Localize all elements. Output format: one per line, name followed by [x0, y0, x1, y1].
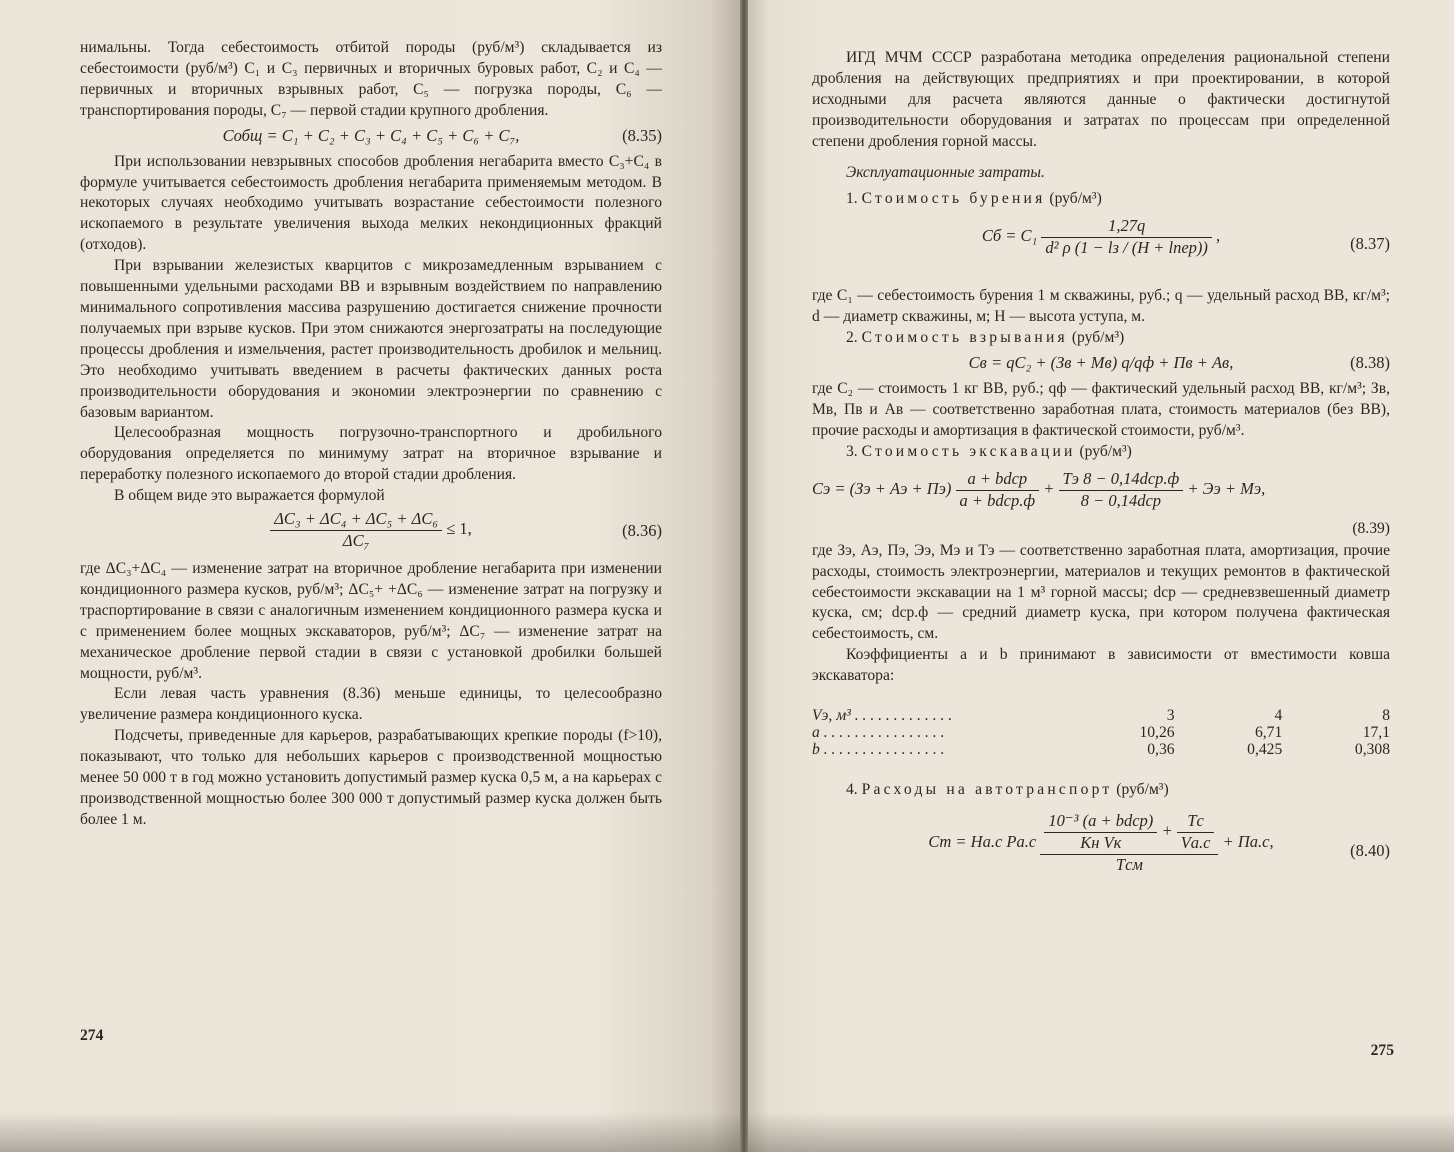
- formula-lhs: Cб = C₁: [981, 226, 1038, 246]
- formula-tail: + Пa.c,: [1222, 832, 1274, 852]
- fraction-denominator: Kн Vк: [1080, 832, 1122, 852]
- paragraph: Коэффициенты a и b принимают в зависимости от вместимости ковша экскаватора:: [812, 646, 1390, 685]
- formula-number-row: [812, 519, 1390, 541]
- coefficient-value: 8: [1382, 707, 1390, 725]
- coefficient-value: 0,36: [1147, 741, 1175, 759]
- paragraph: где ΔC₃+ΔC₄ — изменение затрат на вторичное дробление негабарита при изменении кондиционного размера кусков, руб/м³; ΔC₅+ +ΔC₆ — изменение затрат на погрузку и траспортирование в связи с аналогичным изменением кондиционного размера куска и с применением более мощных экскаваторов, руб/м³; ΔC₇ — изменение затрат на механическое дробление первой стадии в связи с установкой дробилки большей мощности, руб/м³.: [80, 560, 662, 682]
- fraction-denominator: d² ρ (1 − lз / (H + lпер)): [1045, 238, 1208, 258]
- item-unit: (руб/м³): [1116, 781, 1169, 799]
- paragraph: Подсчеты, приведенные для карьеров, разрабатывающих крепкие породы (f>10), показывают, что только для небольших карьеров с производственной мощностью менее 50 000 т в год можно установить допустимый размер куска 0,5 м, а на карьерах с производственной мощностью более 300 000 т допустимый размер куска должен быть более 1 м.: [80, 727, 662, 828]
- formula-tail: ,: [1216, 226, 1221, 246]
- fraction: [1059, 469, 1184, 512]
- formula-8-37: [812, 216, 1390, 278]
- section-heading: Эксплуатационные затраты.: [846, 163, 1045, 181]
- fraction-numerator: 10⁻³ (a + bdср): [1044, 811, 1157, 833]
- item-title: Стоимость экскавации: [861, 442, 1076, 460]
- left-page-body: [80, 38, 662, 831]
- formula-number: (8.36): [622, 521, 662, 541]
- coefficient-row: [812, 707, 1390, 724]
- coefficient-label: Vэ, м³ . . . . . . . . . . . . .: [812, 707, 953, 725]
- fraction: [1044, 811, 1157, 854]
- formula-number: (8.35): [622, 125, 662, 145]
- fraction-numerator: 1,27q: [1041, 216, 1212, 238]
- formula-lhs: Cэ = (Зэ + Aэ + Пэ): [812, 478, 952, 498]
- fraction-numerator: ΔC₃ + ΔC₄ + ΔC₅ + ΔC₆: [270, 509, 442, 531]
- right-page: [748, 0, 1454, 1152]
- fraction-denominator: Tсм: [1115, 854, 1143, 874]
- plus-sign: +: [1043, 478, 1055, 498]
- item-unit: (руб/м³): [1049, 190, 1102, 208]
- item-title: Стоимость взрывания: [861, 329, 1068, 347]
- formula-expression: Cв = qC₂ + (Зв + Mв) q/qф + Пв + Aв,: [968, 353, 1234, 373]
- paragraph: В общем виде это выражается формулой: [114, 487, 385, 505]
- right-page-body: [812, 48, 1390, 893]
- coefficient-value: 3: [1166, 707, 1175, 725]
- formula-8-35: [80, 126, 662, 150]
- formula-tail: ≤ 1,: [446, 519, 472, 539]
- paragraph: нимальны. Тогда себестоимость отбитой породы (руб/м³) складывается из себестоимости (руб/м³) C₁ и C₃ первичных и вторичных буровых работ, C₂ и C₄ — первичных и вторичных взрывных работ, C₅ — погрузка породы, C₆ — транспортирования породы, C₇ — первой стадии крупного дробления.: [80, 39, 662, 119]
- book-gutter: [740, 0, 748, 1152]
- fraction-numerator: Tэ 8 − 0,14dср.ф: [1059, 469, 1184, 491]
- fraction: [270, 509, 442, 552]
- coefficient-row: [812, 741, 1390, 758]
- coefficient-row: [812, 724, 1390, 741]
- paragraph: Если левая часть уравнения (8.36) меньше единицы, то целесообразно увеличение размера кондиционного куска.: [80, 685, 662, 724]
- paragraph: где Зэ, Aэ, Пэ, Ээ, Mэ и Tэ — соответственно заработная плата, амортизация, прочие расходы, стоимость электроэнергии, материалов и текущих ремонтов в фактической себестоимости экскавации на 1 м³ горной массы; dср — средневзвешенный диаметр куска, см; dср.ф — средний диаметр куска, при котором получена фактическая себестоимость, см.: [812, 541, 1390, 643]
- coefficient-value: 4: [1274, 707, 1283, 725]
- formula-tail: + Ээ + Mэ,: [1187, 478, 1266, 498]
- page-shadow: [0, 1112, 740, 1152]
- paragraph: При использовании невзрывных способов дробления негабарита вместо C₃+C₄ в формуле учитывается себестоимость дробления негабарита применяемым методом. В некоторых случаях необходимо учитывать возрастание себестоимости полезного ископаемого в результате увеличения выхода мелких некондиционных фракций (отходов).: [80, 152, 662, 254]
- fraction-numerator: [1040, 811, 1218, 855]
- item-heading: [812, 328, 1390, 349]
- coefficient-value: 6,71: [1254, 724, 1283, 742]
- page-number: 275: [1370, 1042, 1394, 1059]
- coefficient-value: 0,425: [1247, 741, 1283, 759]
- item-number: 4.: [846, 781, 858, 799]
- formula-number: (8.40): [1350, 840, 1390, 860]
- coefficient-label: b . . . . . . . . . . . . . . . .: [812, 741, 945, 759]
- page-number: 274: [80, 1027, 104, 1044]
- item-heading: [812, 189, 1390, 210]
- coefficient-value: 0,308: [1354, 741, 1390, 759]
- item-number: 1.: [846, 190, 858, 208]
- fraction-denominator: Vа.с: [1180, 832, 1211, 852]
- item-title: Расходы на автотранспорт: [861, 781, 1113, 799]
- coefficient-label: a . . . . . . . . . . . . . . . .: [812, 724, 945, 742]
- fraction-denominator: a + bdср.ф: [959, 490, 1036, 510]
- paragraph: где C₁ — себестоимость бурения 1 м скважины, руб.; q — удельный расход ВВ, кг/м³; d — диаметр скважины, м; H — высота уступа, м.: [812, 287, 1390, 326]
- fraction-denominator: 8 − 0,14dср: [1080, 490, 1162, 510]
- fraction: [956, 469, 1040, 512]
- formula-number: (8.37): [1350, 234, 1390, 254]
- coefficient-table: [812, 707, 1390, 758]
- formula-lhs: Cт = Hа.с Pа.с: [928, 832, 1037, 852]
- formula-number: (8.38): [1350, 353, 1390, 373]
- formula-8-36: [80, 509, 662, 553]
- fraction: [1040, 811, 1218, 876]
- formula-expression: Cобщ = C₁ + C₂ + C₃ + C₄ + C₅ + C₆ + C₇,: [222, 125, 520, 145]
- fraction: [1177, 811, 1215, 854]
- formula-8-40: [812, 811, 1390, 893]
- item-number: 2.: [846, 329, 858, 347]
- coefficient-table-body: [812, 707, 1390, 758]
- paragraph: Целесообразная мощность погрузочно-транспортного и дробильного оборудования определяется по минимуму затрат на вторичное взрывание и переработку полезного ископаемого до второй стадии дробления.: [80, 424, 662, 484]
- plus-sign: +: [1161, 821, 1173, 841]
- formula-8-38: [812, 353, 1390, 377]
- item-unit: (руб/м³): [1079, 442, 1132, 460]
- item-unit: (руб/м³): [1071, 329, 1125, 347]
- fraction: [1041, 216, 1212, 259]
- formula-8-39: [812, 469, 1390, 519]
- fraction-denominator: ΔC₇: [342, 530, 370, 550]
- coefficient-value: 17,1: [1362, 724, 1390, 742]
- fraction-numerator: a + bdср: [956, 469, 1040, 491]
- paragraph: где C₂ — стоимость 1 кг ВВ, руб.; qф — фактический удельный расход ВВ, кг/м³; Зв, Mв, Пв и Aв — соответственно заработная плата, стоимость материалов (без ВВ), прочие расходы и амортизация в фактической стоимости, руб/м³.: [812, 380, 1390, 439]
- paragraph: При взрывании железистых кварцитов с микрозамедленным взрыванием с повышенными удельными расходами ВВ и взрывным воздействием по направлению минимального сопротивления массива разрушению достигается снижение прочности получаемых при взрыве кусков. При этом снижаются энергозатраты на последующие процессы дробления и измельчения, растет производительность дробилок и мельниц. Это необходимо учитывать введением в расчеты фактических данных роста производительности оборудования и экономии электроэнергии по сравнению с базовым вариантом.: [80, 257, 662, 421]
- coefficient-value: 10,26: [1139, 724, 1175, 742]
- item-title: Стоимость бурения: [861, 190, 1046, 208]
- fraction-numerator: Tс: [1177, 811, 1215, 833]
- item-heading: [812, 442, 1390, 463]
- formula-number: (8.39): [1352, 519, 1390, 537]
- item-heading: [812, 780, 1390, 801]
- paragraph: ИГД МЧМ СССР разработана методика определения рациональной степени дробления на действующих предприятиях и при проектировании, в которой исходными для расчета являются данные о фактически достигнутой производительности оборудования и затратах по процессам при определенной степени дробления горной массы.: [812, 49, 1390, 150]
- page-shadow: [748, 1112, 1454, 1152]
- item-number: 3.: [846, 442, 858, 460]
